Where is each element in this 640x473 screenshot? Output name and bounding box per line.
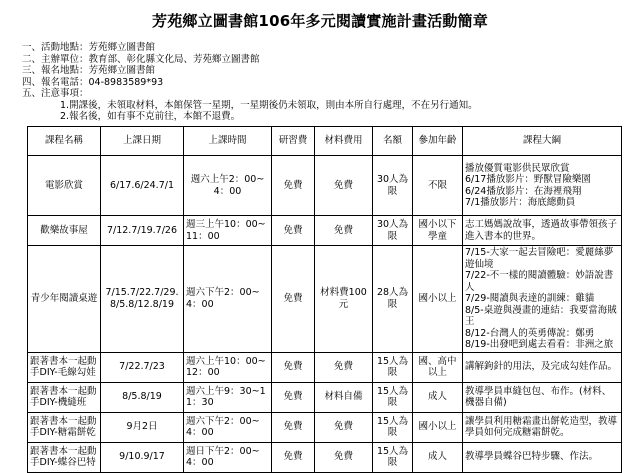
course-material: 免費	[315, 216, 373, 246]
info-location: 一、活動地點：芳苑鄉立圖書館	[22, 42, 156, 53]
info-registration-place: 三、報名地點：芳苑鄉立圖書館	[22, 65, 156, 76]
outline-line: 教導學員車縫包包、布作。(材料、機器自備)	[465, 385, 612, 408]
header-outline: 課程大綱	[463, 127, 622, 156]
outline-line: 7/29-閱讀與表達的訓練：雞貓	[465, 293, 595, 304]
outline-line: 7/22-不一樣的閱讀體驗：妙語說書人	[465, 270, 614, 293]
table-row	[28, 352, 622, 382]
course-age: 成人	[413, 442, 463, 472]
header-course-name: 課程名稱	[28, 127, 101, 156]
course-quota: 30人為限	[373, 216, 413, 246]
course-fee: 免費	[272, 216, 315, 246]
course-quota: 15人為限	[373, 382, 413, 412]
course-name: 青少年閱讀桌遊	[28, 246, 101, 353]
course-age: 國小以上	[413, 246, 463, 353]
course-fee: 免費	[272, 412, 315, 442]
course-fee: 免費	[272, 382, 315, 412]
course-material: 免費	[315, 352, 373, 382]
course-fee: 免費	[272, 352, 315, 382]
outline-line: 讓學員利用糖霜畫出餅乾造型，教導學員如何完成糖霜餅乾。	[465, 415, 618, 438]
course-outline	[463, 246, 622, 353]
course-quota: 15人為限	[373, 352, 413, 382]
info-registration-phone: 四、報名電話：04-8983589*93	[22, 76, 164, 88]
course-outline	[463, 412, 622, 442]
course-outline	[463, 216, 622, 246]
course-quota: 15人為限	[373, 412, 413, 442]
course-dates: 7/15.7/22.7/29.8/5.8/12.8/19	[101, 246, 184, 353]
course-fee: 免費	[272, 246, 315, 353]
outline-line: 7/1播放影片：海底總動員	[465, 197, 576, 208]
outline-line: 8/5-桌遊與漫畫的連結：我要當海賊王	[465, 304, 617, 327]
course-material: 免費	[315, 156, 373, 216]
course-dates: 7/22.7/23	[101, 352, 184, 382]
course-outline	[463, 442, 622, 472]
course-name: 跟著書本一起動手DIY-糖霜餅乾	[28, 412, 101, 442]
outline-line: 7/15-大家一起去冒險吧：愛麗絲夢遊仙境	[465, 247, 614, 270]
outline-line: 播放優質電影供民眾欣賞	[465, 162, 570, 174]
outline-line: 講解鉤針的用法，及完成勾娃作品。	[465, 361, 618, 373]
header-material: 材料費用	[315, 127, 373, 156]
course-age: 成人	[413, 382, 463, 412]
course-quota: 15人為限	[373, 442, 413, 472]
course-material: 材料自備	[315, 382, 373, 412]
course-time: 週六下午2：00~4：00	[184, 246, 272, 353]
course-material: 材料費100元	[315, 246, 373, 353]
table-row	[28, 216, 622, 246]
course-time: 週六上午10：00~12：00	[184, 352, 272, 382]
course-time: 週六上午2：00~4：00	[184, 156, 272, 216]
table-row	[28, 412, 622, 442]
course-fee: 免費	[272, 156, 315, 216]
note-refund: 2.報名後，如有事不克前往，本館不退費。	[60, 111, 241, 122]
table-row	[28, 382, 622, 412]
course-dates: 9/10.9/17	[101, 442, 184, 472]
course-fee: 免費	[272, 442, 315, 472]
course-name: 跟著書本一起動手DIY-機縫班	[28, 382, 101, 412]
course-material: 免費	[315, 442, 373, 472]
course-dates: 9月2日	[101, 412, 184, 442]
header-quota: 名額	[373, 127, 413, 156]
course-quota: 28人為限	[373, 246, 413, 353]
course-time: 週日下午2：00~4：00	[184, 442, 272, 472]
header-fee: 研習費	[272, 127, 315, 156]
outline-line: 8/19-出發吧到處去看看：非洲之旅	[465, 339, 614, 350]
course-time: 週六下午2：00~4：00	[184, 412, 272, 442]
outline-line: 6/24播放影片：在海裡飛翔	[465, 185, 582, 197]
course-time: 週三上午10：00~11：00	[184, 216, 272, 246]
table-row	[28, 156, 622, 216]
outline-line: 6/17播放影片：野獸冒險樂園	[465, 174, 591, 185]
course-dates: 8/5.8/19	[101, 382, 184, 412]
course-age: 國、高中以上	[413, 352, 463, 382]
outline-line: 志工媽媽說故事，透過故事帶領孩子進入書本的世界。	[465, 219, 618, 242]
course-time: 週六上午9：30~11：30	[184, 382, 272, 412]
table-row	[28, 246, 622, 353]
table-row	[28, 442, 622, 472]
course-name: 歡樂故事屋	[28, 216, 101, 246]
outline-line: 8/12-台灣人的英勇傳說：鄭勇	[465, 327, 595, 339]
page-title: 芳苑鄉立圖書館106年多元閱讀實施計畫活動簡章	[152, 12, 488, 30]
course-name: 電影欣賞	[28, 156, 101, 216]
course-age: 國小以上	[413, 412, 463, 442]
course-age: 不限	[413, 156, 463, 216]
course-outline	[463, 352, 622, 382]
table-header-row	[28, 127, 622, 156]
course-dates: 6/17.6/24.7/1	[101, 156, 184, 216]
activity-info	[22, 42, 622, 123]
header-age: 參加年齡	[413, 127, 463, 156]
info-organizer: 二、主辦單位：教育部、彰化縣文化局、芳苑鄉立圖書館	[22, 53, 260, 65]
course-age: 國小以下學童	[413, 216, 463, 246]
course-schedule-table	[27, 126, 622, 473]
note-materials: 1.開課後，未領取材料，本館保管一星期，一星期後仍未領取，則由本所自行處理，不在另行通知。	[60, 99, 478, 111]
course-outline	[463, 382, 622, 412]
course-outline	[463, 156, 622, 216]
course-quota: 30人為限	[373, 156, 413, 216]
header-time: 上課時間	[184, 127, 272, 156]
outline-line: 教導學員蝶谷巴特步驟、作法。	[465, 451, 599, 463]
course-name: 跟著書本一起動手DIY-毛線勾娃	[28, 352, 101, 382]
course-name: 跟著書本一起動手DIY-蝶谷巴特	[28, 442, 101, 472]
course-material: 免費	[315, 412, 373, 442]
header-date: 上課日期	[101, 127, 184, 156]
info-notes-heading: 五、注意事項：	[22, 88, 89, 99]
course-dates: 7/12.7/19.7/26	[101, 216, 184, 246]
